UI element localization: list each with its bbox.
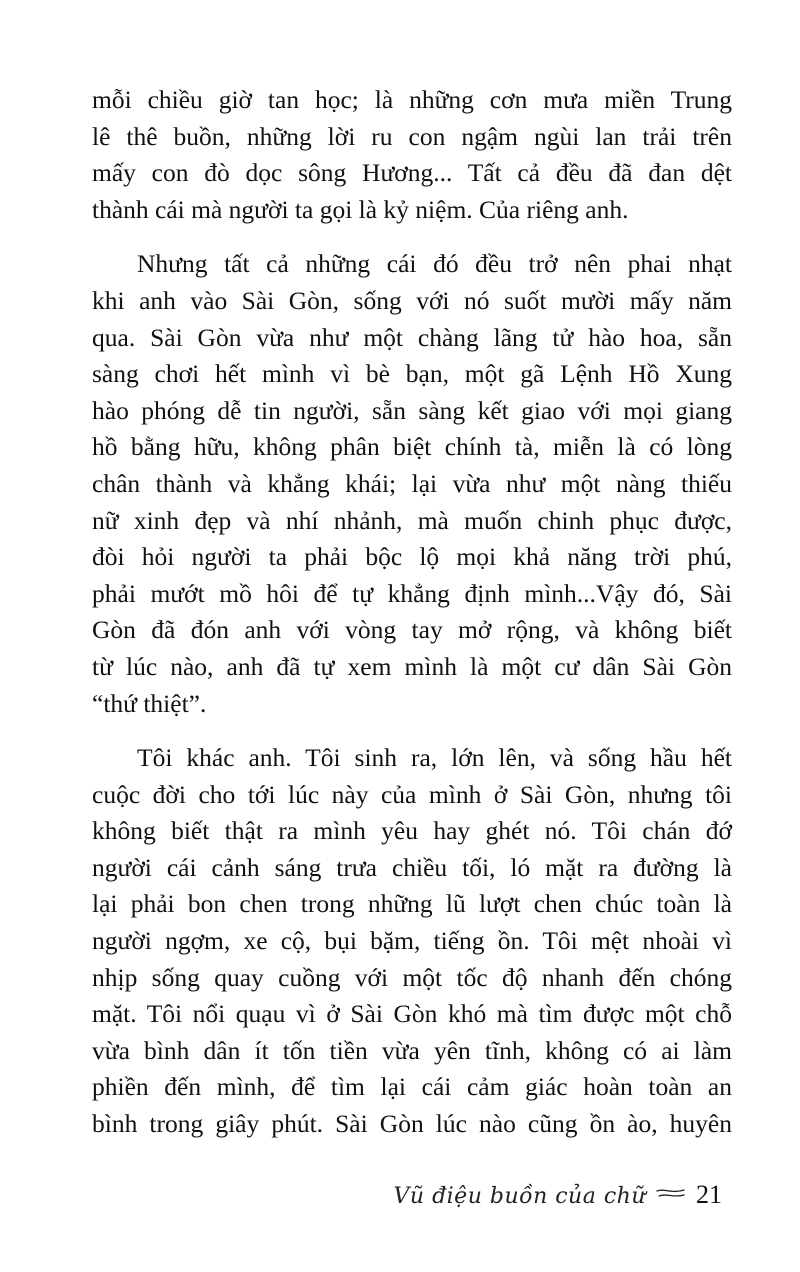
text-line: Gòn đã đón anh với vòng tay mở rộng, và không biết xyxy=(92,615,732,645)
text-line: bình trong giây phút. Sài Gòn lúc nào cũng ồn ào, huyên xyxy=(92,1109,732,1139)
text-line: sàng chơi hết mình vì bè bạn, một gã Lệnh Hồ Xung xyxy=(92,359,732,389)
book-title: Vũ điệu buồn của chữ xyxy=(393,1184,646,1209)
text-line: hồ bằng hữu, không phân biệt chính tà, miễn là có lòng xyxy=(92,432,732,462)
text-line: chân thành và khẳng khái; lại vừa như một nàng thiếu xyxy=(92,468,732,498)
text-line: hào phóng dễ tin người, sẵn sàng kết giao với mọi giang xyxy=(92,395,732,425)
running-footer xyxy=(394,1180,722,1210)
text-line: khi anh vào Sài Gòn, sống với nó suốt mười mấy năm xyxy=(92,285,732,315)
text-line: Nhưng tất cả những cái đó đều trở nên phai nhạt xyxy=(137,249,732,279)
text-line: người ngợm, xe cộ, bụi bặm, tiếng ồn. Tôi mệt nhoài vì xyxy=(92,926,732,956)
text-line: phiền đến mình, để tìm lại cái cảm giác hoàn toàn an xyxy=(92,1072,732,1102)
text-line: mỗi chiều giờ tan học; là những cơn mưa miền Trung xyxy=(92,85,732,114)
text-line: đòi hỏi người ta phải bộc lộ mọi khả năng trời phú, xyxy=(92,542,732,572)
text-line: cuộc đời cho tới lúc này của mình ở Sài Gòn, nhưng tôi xyxy=(92,779,732,809)
text-line: qua. Sài Gòn vừa như một chàng lãng tử hào hoa, sẵn xyxy=(92,322,732,352)
text-line: từ lúc nào, anh đã tự xem mình là một cư dân Sài Gòn xyxy=(92,651,732,681)
paragraph-3 xyxy=(92,740,732,1143)
text-line: người cái cảnh sáng trưa chiều tối, ló mặt ra đường là xyxy=(92,852,732,882)
text-line: không biết thật ra mình yêu hay ghét nó. Tôi chán đớ xyxy=(92,816,732,846)
text-line: lê thê buồn, những lời ru con ngậm ngùi lan trải trên xyxy=(92,121,732,151)
page-number: 21 xyxy=(696,1180,722,1209)
text-line: nữ xinh đẹp và nhí nhảnh, mà muốn chinh phục được, xyxy=(92,505,732,535)
swash-ornament-icon xyxy=(656,1186,686,1198)
text-line: “thứ thiệt”. xyxy=(92,688,207,718)
text-line: phải mướt mồ hôi để tự khẳng định mình...Vậy đó, Sài xyxy=(92,578,732,608)
paragraph-1 xyxy=(92,82,732,228)
text-line: vừa bình dân ít tốn tiền vừa yên tĩnh, không có ai làm xyxy=(92,1035,732,1065)
text-line: lại phải bon chen trong những lũ lượt chen chúc toàn là xyxy=(92,889,732,919)
text-line: nhịp sống quay cuồng với một tốc độ nhanh đến chóng xyxy=(92,962,732,992)
text-line: mấy con đò dọc sông Hương... Tất cả đều đã đan dệt xyxy=(92,158,732,188)
text-line: Tôi khác anh. Tôi sinh ra, lớn lên, và sống hầu hết xyxy=(137,743,732,773)
paragraph-2 xyxy=(92,246,732,722)
text-line: thành cái mà người ta gọi là kỷ niệm. Của riêng anh. xyxy=(92,194,629,224)
text-line: mặt. Tôi nổi quạu vì ở Sài Gòn khó mà tìm được một chỗ xyxy=(92,999,732,1029)
body-text xyxy=(92,82,732,1143)
